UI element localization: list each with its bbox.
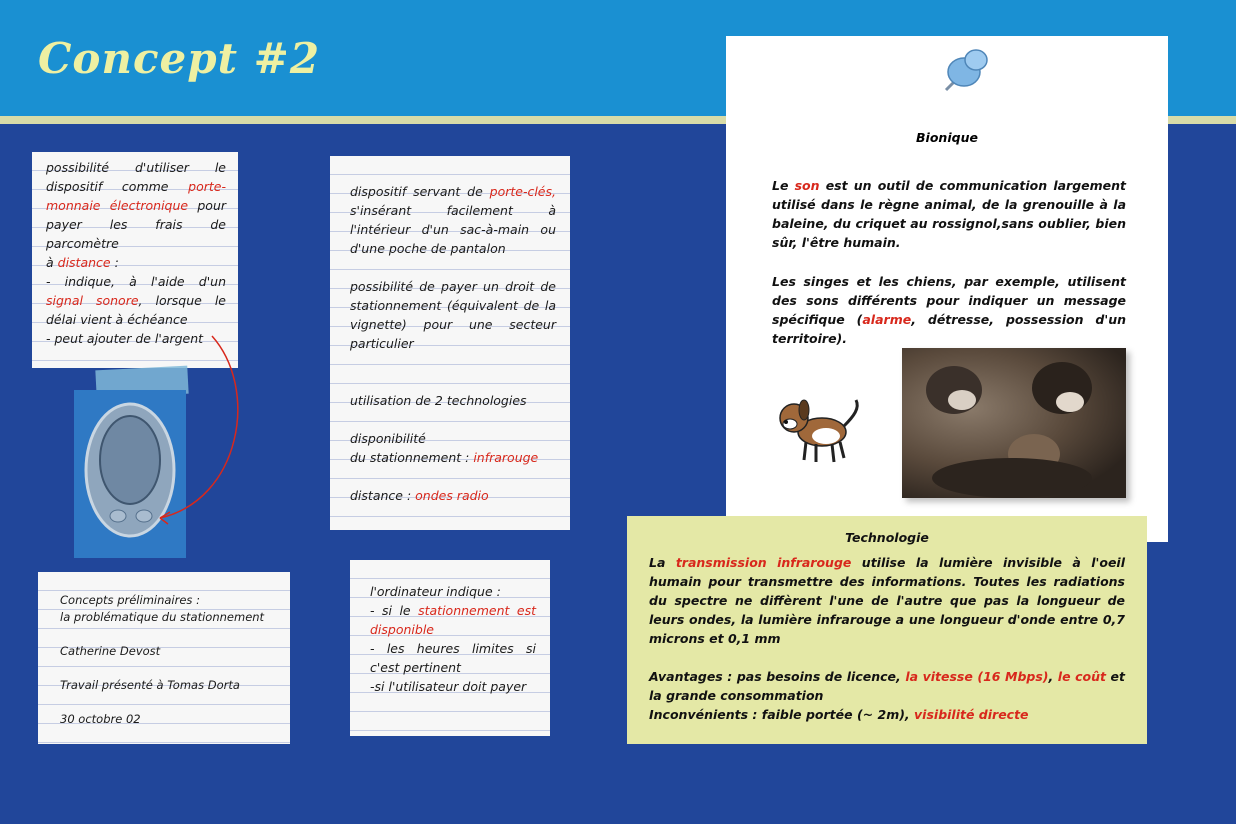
note-computer <box>350 560 550 736</box>
note1-text: possibilité d'utiliser le dispositif comme porte-monnaie électronique pour payer les frais de parcomètre <box>46 160 226 251</box>
note1-signal: - indique, à l'aide d'un signal sonore, lorsque le délai vient à échéance <box>46 274 227 327</box>
note2-availability: disponibilité <box>350 431 426 446</box>
credits-concepts: Concepts préliminaires : <box>60 593 200 607</box>
note2-distance: distance : ondes radio <box>350 488 489 503</box>
note4-pay: -si l'utilisateur doit payer <box>370 679 527 694</box>
page-title: Concept #2 <box>38 34 321 83</box>
note4-intro: l'ordinateur indique : <box>370 584 501 599</box>
technologie-title: Technologie <box>845 530 929 545</box>
monkeys-photo <box>902 348 1126 498</box>
dog-icon <box>774 392 864 468</box>
note1-add-money: - peut ajouter de l'argent <box>46 331 204 346</box>
bionique-title: Bionique <box>916 130 978 145</box>
technologie-disadvantages: Inconvénients : faible portée (~ 2m), visibilité directe <box>649 707 1029 722</box>
credits-date: 30 octobre 02 <box>60 712 141 726</box>
note4-availability: - si le stationnement est disponible <box>370 603 536 637</box>
note-keychain <box>330 156 570 530</box>
bionique-paragraph-animals: Les singes et les chiens, par exemple, utilisent des sons différents pour indiquer un message spécifique (alarme, détresse, possession d'un territoire). <box>772 274 1126 346</box>
note2-infrared: du stationnement : infrarouge <box>350 450 539 465</box>
note2-keychain: dispositif servant de porte-clés, s'insérant facilement à l'intérieur d'un sac-à-main ou d'une poche de pantalon <box>350 184 556 256</box>
bionique-panel <box>726 36 1168 542</box>
technologie-advantages: Avantages : pas besoins de licence, la vitesse (16 Mbps), le coût et la grande consommation <box>649 669 1125 703</box>
note-credits <box>38 572 290 744</box>
note4-hours: - les heures limites si c'est pertinent <box>370 641 536 675</box>
arrow-icon <box>150 330 260 530</box>
pushpin-icon <box>932 42 992 102</box>
credits-subject: la problématique du stationnement <box>60 610 265 624</box>
note2-technologies: utilisation de 2 technologies <box>350 393 527 408</box>
technologie-paragraph: La transmission infrarouge utilise la lumière invisible à l'oeil humain pour transmettre des informations. Toutes les radiations du spectre ne diffèrent l'une de l'autre que pas la longueur de leurs ondes, la lumière infrarouge a une longueur d'onde entre 0,7 microns et 0,1 mm <box>649 555 1125 646</box>
note1-distance: à distance : <box>46 255 119 270</box>
note2-parking-fee: possibilité de payer un droit de stationnement (équivalent de la vignette) pour une secteur particulier <box>350 279 556 351</box>
credits-presented: Travail présenté à Tomas Dorta <box>60 678 240 692</box>
bionique-paragraph-sound: Le son est un outil de communication largement utilisé dans le règne animal, de la grenouille à la baleine, du criquet au rossignol,sans oublier, bien sûr, l'être humain. <box>772 178 1127 250</box>
credits-author: Catherine Devost <box>60 644 161 658</box>
technologie-panel <box>627 516 1147 744</box>
